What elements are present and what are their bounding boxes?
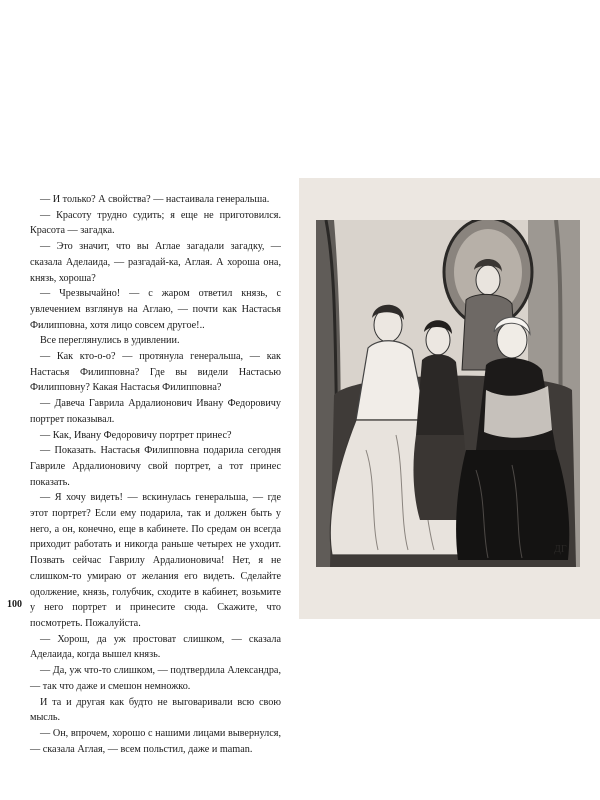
paragraph: — Да, уж что-то слишком, — подтвердила Александра, — так что даже и смешон немножко. bbox=[30, 665, 281, 692]
paragraph: Все переглянулись в удивлении. bbox=[40, 335, 180, 347]
paragraph: — Хорош, да уж простоват слишком, — сказала Аделаида, когда вышел князь. bbox=[30, 633, 281, 661]
paragraph: — Чрезвычайно! — с жаром ответил князь, с увлечением взглянув на Аглаю, — почти как Настасья Филипповна, хотя лицо совсем другое!.. bbox=[30, 288, 281, 331]
paragraph: — Это значит, что вы Аглае загадали загадку, — сказала Аделаида, — разгадай-ка, Аглая. А хороша она, князь, хороша? bbox=[30, 241, 281, 284]
paragraph: — И только? А свойства? — настаивала генеральша. bbox=[40, 194, 270, 205]
illustration-sketch bbox=[316, 220, 580, 567]
paragraph: — Я хочу видеть! — вскинулась генеральша, — где этот портрет? Если ему подарила, так и должен быть у него, а он, конечно, еще в кабинете. По средам он всегда приходит работать и никогда раньше четырех не уходит. Позвать сейчас Гаврилу Ардалионовича! Нет, я не слишком-то умираю от желания его видеть. Сделайте одолжение, князь, голубчик, сходите в кабинет, возьмите у него портрет и принесите сюда. Скажите, что посмотреть. Пожалуйста. bbox=[30, 492, 281, 629]
text-column bbox=[30, 192, 281, 757]
paragraph: — Он, впрочем, хорошо с нашими лицами вывернулся, — сказала Аглая, — всем польстил, даже и maman. bbox=[30, 727, 281, 755]
paragraph: — Давеча Гаврила Ардалионович Ивану Федоровичу портрет показывал. bbox=[30, 398, 281, 425]
paragraph: — Как кто-о-о? — протянула генеральша, — как Настасья Филипповна? Где вы видели Настасью Филипповну? Какая Настасья Филипповна? bbox=[30, 351, 281, 394]
paragraph: — Показать. Настасья Филипповна подарила сегодня Гавриле Ардалионовичу свой портрет, а тот принес показать. bbox=[30, 445, 281, 488]
artist-signature: ДГ bbox=[554, 544, 567, 555]
page-number: 100 bbox=[7, 599, 22, 610]
paragraph: — Красоту трудно судить; я еще не приготовился. Красота — загадка. bbox=[30, 209, 281, 237]
paragraph: И та и другая как будто не выговаривали всю свою мысль. bbox=[30, 696, 281, 724]
paragraph: — Как, Ивану Федоровичу портрет принес? bbox=[40, 429, 232, 441]
